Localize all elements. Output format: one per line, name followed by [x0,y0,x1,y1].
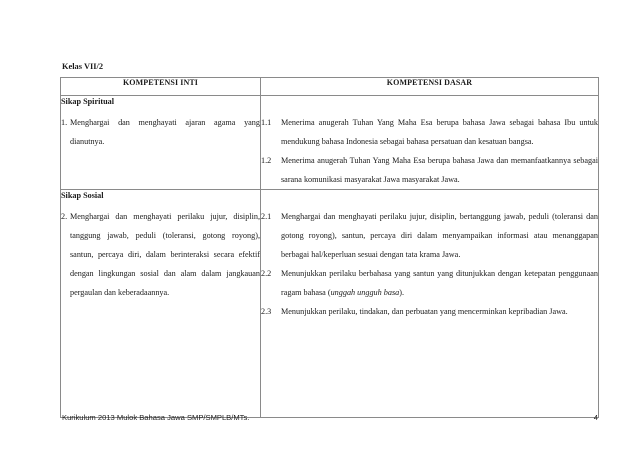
header-kompetensi-inti: KOMPETENSI INTI [61,78,261,96]
section-title: Sikap Sosial [61,191,104,200]
kd-number: 2.3 [261,307,272,316]
kd-text: Menghargai dan menghayati perilaku jujur, disiplin, bertanggung jawab, peduli (toleransi dan gotong royong), santun, percaya diri dalam menyampaikan informasi atau menanggapan berbagai hal/keperluan sesuai dengan tata krama Jawa. [281,212,598,259]
kd-item [261,264,598,302]
kd-text: Menerima anugerah Tuhan Yang Maha Esa berupa bahasa Jawa sebagai bahasa Ibu untuk mendukung bahasa Indonesia sebagai bahasa persatuan dan kesatuan bangsa. [281,118,598,146]
kd-text-italic: unggah ungguh basa [330,288,400,297]
kd-cell-spiritual [261,96,599,190]
class-label: Kelas VII/2 [62,62,104,71]
header-kompetensi-dasar: KOMPETENSI DASAR [261,78,599,96]
kd-text: Menerima anugerah Tuhan Yang Maha Esa berupa bahasa Jawa dan memanfaatkannya sebagai sarana komunikasi masyarakat Jawa masyarakat Jawa. [281,156,598,184]
section-row-spiritual [61,96,599,190]
section-row-sosial [61,190,599,418]
kd-number: 2.2 [261,269,272,278]
kd-number: 2.1 [261,212,272,221]
kd-number: 1.2 [261,156,272,165]
ki-text: Menghargai dan menghayati ajaran agama yang dianutnya. [70,118,260,146]
ki-item [61,207,260,302]
section-title: Sikap Spiritual [61,97,115,106]
footer-text: Kurikulum 2013 Mulok Bahasa Jawa SMP/SMPLB/MTs. [62,413,250,422]
kd-text-after: ). [399,288,405,297]
kd-text [281,264,598,302]
ki-number: 2. [61,212,68,221]
page-footer [62,413,598,422]
ki-cell-sosial [61,190,261,418]
page-number: 4 [593,413,598,422]
ki-text: Menghargai dan menghayati perilaku jujur, disiplin, tanggung jawab, peduli (toleransi, gotong royong), santun, percaya diri, dalam berinteraksi secara efektif dengan lingkungan sosial dan alam dalam jangkauan pergaulan dan keberadaannya. [70,212,260,297]
kd-number: 1.1 [261,118,272,127]
ki-number: 1. [61,118,68,127]
table-header-row [61,78,599,96]
kd-item [261,207,598,264]
kd-cell-sosial [261,190,599,418]
ki-item [61,113,260,151]
kd-item [261,151,598,189]
kd-text-before: Menunjukkan perilaku berbahasa yang santun yang ditunjukkan dengan ketepatan penggunaan ragam bahasa ( [281,269,598,297]
kd-text: Menunjukkan perilaku, tindakan, dan perbuatan yang mencerminkan kepribadian Jawa. [281,307,568,316]
ki-cell-spiritual [61,96,261,190]
kd-item [261,302,598,321]
kd-item [261,113,598,151]
competency-table [60,77,599,418]
